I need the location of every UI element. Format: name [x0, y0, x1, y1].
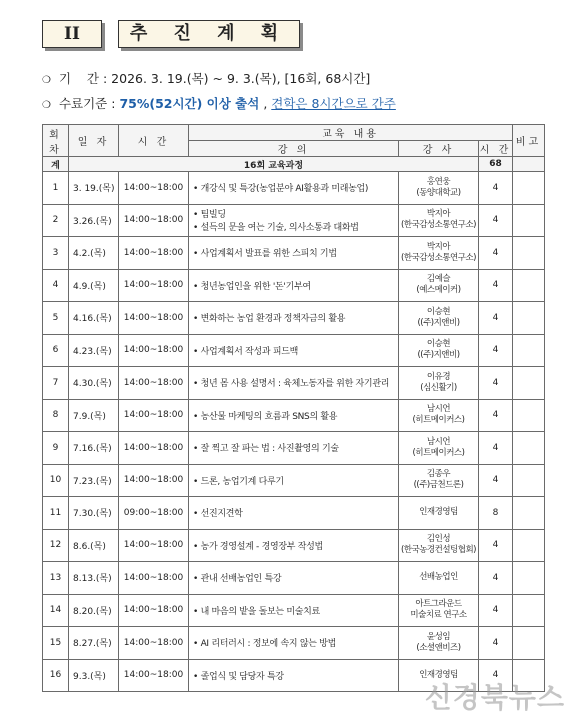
total-hours: 68 — [479, 157, 513, 172]
section-header — [42, 20, 300, 48]
cell-round: 13 — [43, 562, 69, 595]
cell-instructor: 남시언 (히트메이커스) — [399, 432, 479, 465]
cell-round: 16 — [43, 659, 69, 692]
cell-subject: • AI 리터러시 : 정보에 속지 않는 방법 — [189, 627, 399, 660]
cell-instructor: 김예슬 (예스메이커) — [399, 269, 479, 302]
cell-instructor: 인재경영팀 — [399, 659, 479, 692]
cell-date: 7.16.(목) — [69, 432, 119, 465]
cell-hours: 4 — [479, 269, 513, 302]
cell-time: 14:00~18:00 — [119, 432, 189, 465]
table-row — [43, 237, 545, 270]
circle-bullet-icon: ❍ — [42, 75, 51, 86]
header-time: 시 간 — [119, 125, 189, 157]
cell-date: 4.16.(목) — [69, 302, 119, 335]
cell-time: 14:00~18:00 — [119, 269, 189, 302]
table-row — [43, 529, 545, 562]
cell-remarks — [513, 334, 545, 367]
cell-hours: 4 — [479, 562, 513, 595]
cell-round: 1 — [43, 172, 69, 205]
cell-date: 4.23.(목) — [69, 334, 119, 367]
cell-subject: • 청년 몸 사용 설명서 : 육체노동자를 위한 자기관리 — [189, 367, 399, 400]
table-row — [43, 269, 545, 302]
cell-instructor: 이승현 ((주)지앤비) — [399, 334, 479, 367]
cell-time: 14:00~18:00 — [119, 302, 189, 335]
cell-date: 7.9.(목) — [69, 399, 119, 432]
cell-hours: 4 — [479, 204, 513, 237]
cell-subject: • 선진지견학 — [189, 497, 399, 530]
cell-time: 14:00~18:00 — [119, 627, 189, 660]
cell-round: 5 — [43, 302, 69, 335]
cell-round: 7 — [43, 367, 69, 400]
cell-hours: 4 — [479, 367, 513, 400]
cell-remarks — [513, 464, 545, 497]
cell-subject: • 사업계획서 작성과 피드백 — [189, 334, 399, 367]
cell-subject: • 졸업식 및 담당자 특강 — [189, 659, 399, 692]
table-row — [43, 399, 545, 432]
cell-time: 14:00~18:00 — [119, 529, 189, 562]
cell-time: 14:00~18:00 — [119, 659, 189, 692]
cell-hours: 4 — [479, 334, 513, 367]
cell-instructor: 인재경영팀 — [399, 497, 479, 530]
cell-date: 3. 19.(목) — [69, 172, 119, 205]
cell-time: 14:00~18:00 — [119, 594, 189, 627]
cell-hours: 4 — [479, 627, 513, 660]
total-label: 계 — [43, 157, 69, 172]
cell-time: 14:00~18:00 — [119, 464, 189, 497]
table-row — [43, 497, 545, 530]
period-value: 2026. 3. 19.(목) ~ 9. 3.(목), [16회, 68시간] — [111, 71, 371, 86]
header-content: 교육 내용 — [189, 125, 513, 141]
cell-hours: 4 — [479, 302, 513, 335]
cell-hours: 4 — [479, 172, 513, 205]
cell-remarks — [513, 237, 545, 270]
table-row — [43, 562, 545, 595]
cell-instructor: 이유경 (심신활기) — [399, 367, 479, 400]
cell-date: 3.26.(목) — [69, 204, 119, 237]
cell-hours: 4 — [479, 399, 513, 432]
cell-remarks — [513, 562, 545, 595]
cell-remarks — [513, 399, 545, 432]
cell-date: 4.2.(목) — [69, 237, 119, 270]
cell-remarks — [513, 367, 545, 400]
cell-instructor: 김종우 ((주)금천드론) — [399, 464, 479, 497]
cell-remarks — [513, 302, 545, 335]
header-subject: 강 의 — [189, 141, 399, 157]
cell-round: 3 — [43, 237, 69, 270]
cell-hours: 8 — [479, 497, 513, 530]
cell-hours: 4 — [479, 659, 513, 692]
total-title: 16회 교육과정 — [69, 157, 479, 172]
total-remarks — [513, 157, 545, 172]
cell-remarks — [513, 497, 545, 530]
cell-time: 14:00~18:00 — [119, 334, 189, 367]
header-date: 일 자 — [69, 125, 119, 157]
cell-round: 15 — [43, 627, 69, 660]
cell-subject: • 농산물 마케팅의 흐름과 SNS의 활용 — [189, 399, 399, 432]
cell-subject: • 내 마음의 밭을 돌보는 미술치료 — [189, 594, 399, 627]
cell-subject: • 팀빌딩 • 설득의 문을 여는 기술, 의사소통과 대화법 — [189, 204, 399, 237]
cell-remarks — [513, 172, 545, 205]
criteria-line: ❍ 수료기준 : 75%(52시간) 이상 출석 , 견학은 8시간으로 간주 — [42, 96, 396, 111]
cell-time: 09:00~18:00 — [119, 497, 189, 530]
cell-hours: 4 — [479, 594, 513, 627]
cell-time: 14:00~18:00 — [119, 237, 189, 270]
criteria-label: 수료기준 — [58, 96, 108, 111]
cell-subject: • 개강식 및 특강(농업분야 AI활용과 미래농업) — [189, 172, 399, 205]
cell-remarks — [513, 627, 545, 660]
cell-remarks — [513, 432, 545, 465]
cell-instructor: 아트그라운드 미술치료 연구소 — [399, 594, 479, 627]
period-label: 기 간 — [58, 71, 99, 86]
cell-date: 9.3.(목) — [69, 659, 119, 692]
cell-time: 14:00~18:00 — [119, 367, 189, 400]
cell-date: 8.27.(목) — [69, 627, 119, 660]
cell-round: 11 — [43, 497, 69, 530]
table-row — [43, 334, 545, 367]
header-remarks: 비고 — [513, 125, 545, 157]
cell-subject: • 드론, 농업기계 다루기 — [189, 464, 399, 497]
cell-subject: • 변화하는 농업 환경과 정책자금의 활용 — [189, 302, 399, 335]
cell-instructor: 이승현 ((주)지앤비) — [399, 302, 479, 335]
watermark: 신경북뉴스 — [424, 681, 565, 714]
header-hours: 시 간 — [479, 141, 513, 157]
cell-remarks — [513, 204, 545, 237]
schedule-table — [42, 124, 545, 692]
cell-date: 8.20.(목) — [69, 594, 119, 627]
cell-round: 8 — [43, 399, 69, 432]
cell-instructor: 홍연웅 (동양대학교) — [399, 172, 479, 205]
total-row — [43, 157, 545, 172]
cell-instructor: 박지아 (한국감성소통연구소) — [399, 237, 479, 270]
table-row — [43, 204, 545, 237]
cell-date: 4.9.(목) — [69, 269, 119, 302]
cell-remarks — [513, 529, 545, 562]
cell-round: 9 — [43, 432, 69, 465]
cell-instructor: 김인성 (한국농경컨설팅협회) — [399, 529, 479, 562]
table-row — [43, 432, 545, 465]
cell-hours: 4 — [479, 464, 513, 497]
cell-instructor: 남시언 (히트메이커스) — [399, 399, 479, 432]
period-line: ❍ 기 간 : 2026. 3. 19.(목) ~ 9. 3.(목), [16회, 68시간] — [42, 71, 371, 86]
cell-date: 4.30.(목) — [69, 367, 119, 400]
table-row — [43, 302, 545, 335]
table-row — [43, 464, 545, 497]
cell-remarks — [513, 594, 545, 627]
table-row — [43, 367, 545, 400]
cell-round: 4 — [43, 269, 69, 302]
cell-round: 10 — [43, 464, 69, 497]
cell-instructor: 선배농업인 — [399, 562, 479, 595]
table-row — [43, 172, 545, 205]
cell-time: 14:00~18:00 — [119, 204, 189, 237]
cell-subject: • 사업계획서 발표를 위한 스피치 기법 — [189, 237, 399, 270]
cell-subject: • 청년농업인을 위한 '돈'기부여 — [189, 269, 399, 302]
cell-date: 8.13.(목) — [69, 562, 119, 595]
cell-subject: • 관내 선배농업인 특강 — [189, 562, 399, 595]
cell-round: 2 — [43, 204, 69, 237]
table-row — [43, 627, 545, 660]
cell-instructor: 윤성임 (소셜앤비즈) — [399, 627, 479, 660]
cell-date: 7.30.(목) — [69, 497, 119, 530]
cell-round: 12 — [43, 529, 69, 562]
cell-round: 6 — [43, 334, 69, 367]
cell-time: 14:00~18:00 — [119, 562, 189, 595]
circle-bullet-icon: ❍ — [42, 100, 51, 111]
cell-hours: 4 — [479, 529, 513, 562]
cell-date: 8.6.(목) — [69, 529, 119, 562]
cell-instructor: 박지아 (한국감성소통연구소) — [399, 204, 479, 237]
section-title: 추 진 계 획 — [118, 20, 300, 48]
header-round: 회차 — [43, 125, 69, 157]
cell-hours: 4 — [479, 432, 513, 465]
criteria-highlight: 75%(52시간) 이상 출석 — [119, 96, 260, 111]
cell-hours: 4 — [479, 237, 513, 270]
cell-time: 14:00~18:00 — [119, 399, 189, 432]
cell-subject: • 잘 찍고 잘 파는 법 : 사진촬영의 기술 — [189, 432, 399, 465]
section-number: II — [42, 20, 102, 48]
criteria-note: 견학은 8시간으로 간주 — [271, 96, 396, 111]
cell-remarks — [513, 269, 545, 302]
cell-subject: • 농가 경영설계 - 경영장부 작성법 — [189, 529, 399, 562]
cell-time: 14:00~18:00 — [119, 172, 189, 205]
cell-date: 7.23.(목) — [69, 464, 119, 497]
header-instructor: 강 사 — [399, 141, 479, 157]
table-row — [43, 594, 545, 627]
cell-round: 14 — [43, 594, 69, 627]
